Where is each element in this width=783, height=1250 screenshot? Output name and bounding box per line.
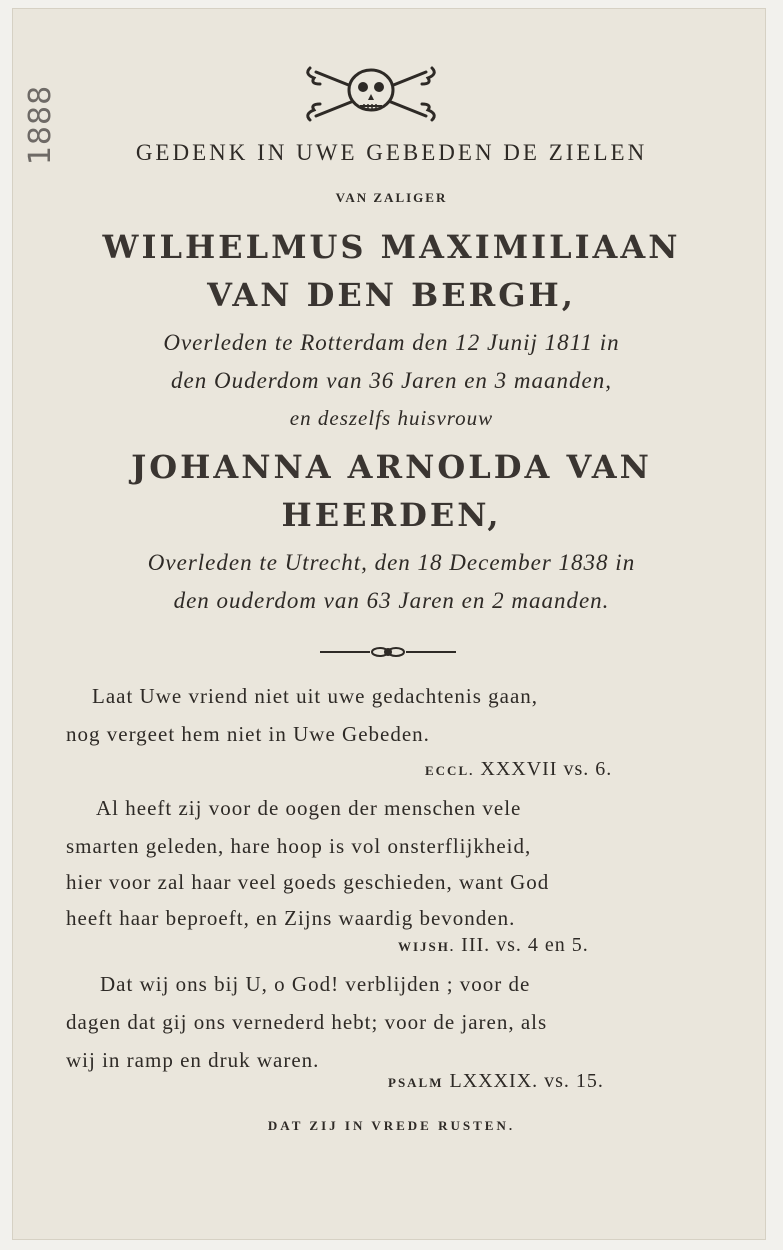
verse2-reference: [398, 934, 589, 957]
verse2-ref-book: WIJSH.: [398, 939, 456, 954]
connector-line: en deszelfs huisvrouw: [289, 406, 494, 430]
person1-name-line1: WILHELMUS MAXIMILIAAN: [102, 228, 681, 266]
verse3-line2: dagen dat gij ons vernederd hebt; voor de jaren, als: [66, 1010, 548, 1034]
closing-line: DAT ZIJ IN VREDE RUSTEN.: [267, 1118, 516, 1133]
verse1-line2: nog vergeet hem niet in Uwe Gebeden.: [66, 722, 430, 746]
verse2-line2: smarten geleden, hare hoop is vol onsterflijkheid,: [66, 834, 532, 858]
person1-death-line2: den Ouderdom van 36 Jaren en 3 maanden,: [171, 368, 612, 393]
person1-name-line2: VAN DEN BERGH,: [207, 276, 576, 314]
verse2-ref-rest: III. vs. 4 en 5.: [461, 934, 589, 956]
verse3-ref-rest: LXXXIX. vs. 15.: [449, 1070, 604, 1092]
divider-ornament: [318, 644, 458, 660]
person2-death-line1: Overleden te Utrecht, den 18 December 1838 in: [147, 550, 636, 575]
person1-death-line1: Overleden te Rotterdam den 12 Junij 1811 in: [163, 330, 620, 355]
person2-name-line2: HEERDEN,: [281, 496, 502, 534]
verse3-line3: wij in ramp en druk waren.: [66, 1048, 320, 1072]
verse2-line3: hier voor zal haar veel goeds geschieden, want God: [66, 870, 550, 894]
verse3-line1: Dat wij ons bij U, o God! verblijden ; voor de: [100, 972, 531, 996]
verse1-reference: [425, 758, 612, 781]
verse2-line1: Al heeft zij voor de oogen der menschen vele: [96, 796, 522, 820]
subheading: VAN ZALIGER: [335, 190, 448, 205]
heading: GEDENK IN UWE GEBEDEN DE ZIELEN: [135, 140, 648, 165]
verse3-ref-book: PSALM: [388, 1075, 444, 1090]
person2-name-line1: JOHANNA ARNOLDA VAN: [131, 448, 652, 486]
verse1-ref-rest: XXXVII vs. 6.: [480, 758, 613, 780]
skull-crossbones-icon: [296, 54, 446, 134]
archive-number: 1888: [22, 84, 58, 166]
verse2-line4: heeft haar beproeft, en Zijns waardig bevonden.: [66, 906, 516, 930]
verse1-ref-book: ECCL.: [425, 763, 475, 778]
person2-death-line2: den ouderdom van 63 Jaren en 2 maanden.: [173, 588, 610, 613]
verse3-reference: [388, 1070, 604, 1093]
verse1-line1: Laat Uwe vriend niet uit uwe gedachtenis gaan,: [92, 684, 539, 708]
